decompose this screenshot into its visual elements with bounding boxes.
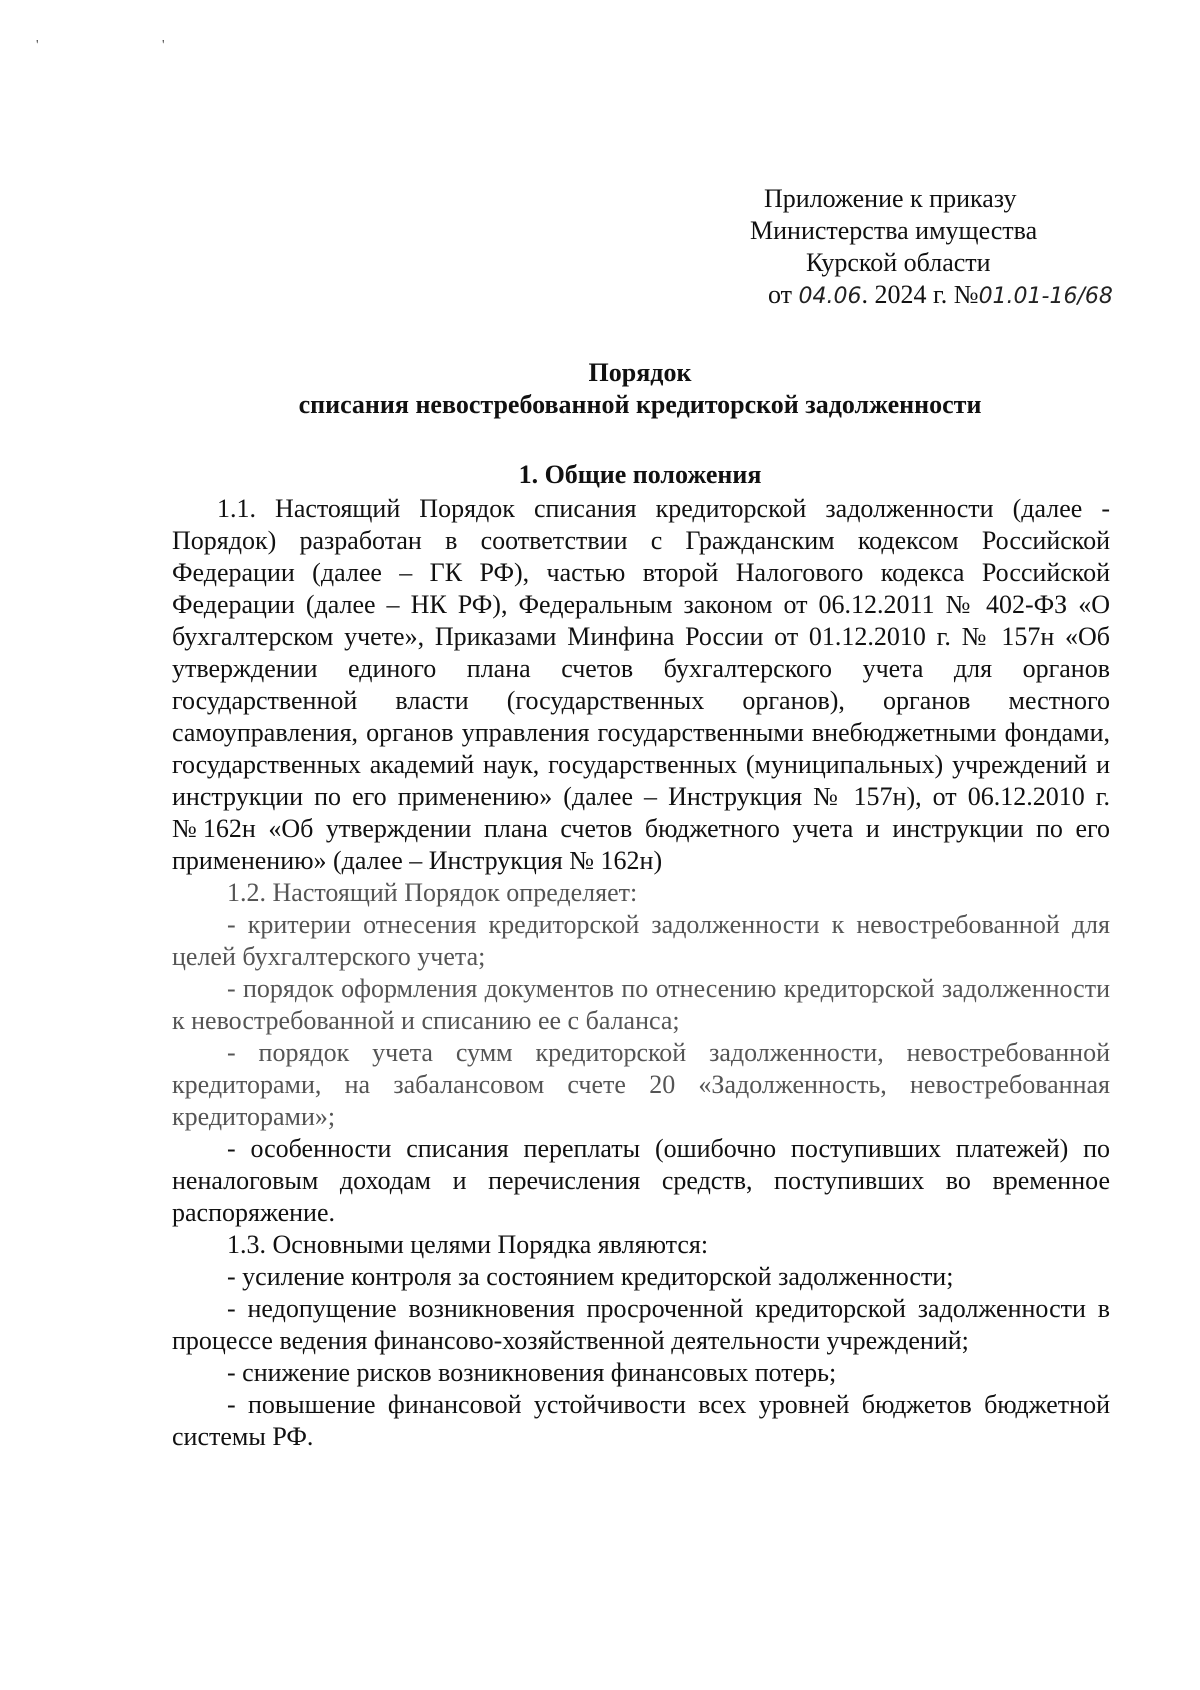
list-item: - порядок учета сумм кредиторской задолженности, невостребованной кредиторами, на забалансовом счете 20 «Задолженность, невостребованная кредиторами»; bbox=[172, 1038, 1110, 1131]
title-line-2: списания невостребованной кредиторской задолженности bbox=[298, 390, 982, 419]
annex-line-2: Министерства имущества bbox=[750, 216, 1038, 245]
list-item: - снижение рисков возникновения финансовых потерь; bbox=[227, 1358, 837, 1387]
annex-date-prefix: от bbox=[768, 280, 793, 309]
title-line-1: Порядок bbox=[588, 358, 692, 387]
list-item: - повышение финансовой устойчивости всех уровней бюджетов бюджетной системы РФ. bbox=[172, 1390, 1110, 1451]
scan-marks: ' ' bbox=[36, 38, 225, 53]
list-item: - особенности списания переплаты (ошибочно поступивших платежей) по неналоговым доходам и перечисления средств, поступивших во временное распоряжение. bbox=[172, 1134, 1110, 1227]
annex-block bbox=[740, 183, 1113, 313]
list-item: - усиление контроля за состоянием кредиторской задолженности; bbox=[227, 1262, 954, 1291]
paragraph-1-3: 1.3. Основными целями Порядка являются: bbox=[227, 1230, 709, 1259]
handwritten-date: 04.06 bbox=[798, 284, 862, 309]
document-title bbox=[170, 357, 1110, 421]
section-heading: 1. Общие положения bbox=[518, 460, 762, 489]
list-item: - порядок оформления документов по отнесению кредиторской задолженности к невостребованной и списанию ее с баланса; bbox=[172, 974, 1110, 1035]
list-item: - критерии отнесения кредиторской задолженности к невостребованной для целей бухгалтерского учета; bbox=[172, 910, 1110, 971]
paragraph-1-2: 1.2. Настоящий Порядок определяет: bbox=[227, 878, 638, 907]
document-body bbox=[172, 493, 1110, 1453]
annex-line-3: Курской области bbox=[806, 248, 991, 277]
annex-line-1: Приложение к приказу bbox=[764, 184, 1017, 213]
annex-line-4 bbox=[740, 279, 1113, 313]
list-item: - недопущение возникновения просроченной кредиторской задолженности в процессе ведения финансово-хозяйственной деятельности учреждений; bbox=[172, 1294, 1110, 1355]
handwritten-number: 01.01-16/68 bbox=[978, 284, 1113, 309]
annex-year: . 2024 г. № bbox=[861, 280, 979, 309]
paragraph-1-1: 1.1. Настоящий Порядок списания кредиторской задолженности (далее - Порядок) разработан в соответствии с Гражданским кодексом Российской Федерации (далее – ГК РФ), частью второй Налогового кодекса Российской Федерации (далее – НК РФ), Федеральным законом от 06.12.2011 № 402-ФЗ «О бухгалтерском учете», Приказами Минфина России от 01.12.2010 г. № 157н «Об утверждении единого плана счетов бухгалтерского учета для органов государственной власти (государственных органов), органов местного самоуправления, органов управления государственными внебюджетными фондами, государственных академий наук, государственных (муниципальных) учреждений и инструкции по его применению» (далее – Инструкция № 157н), от 06.12.2010 г. №162н «Об утверждении плана счетов бюджетного учета и инструкции по его применению» (далее – Инструкция № 162н) bbox=[172, 494, 1110, 875]
